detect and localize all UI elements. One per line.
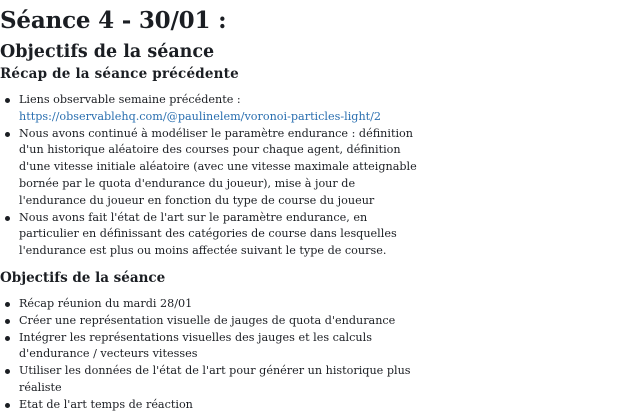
list-item (0, 330, 430, 364)
objectives-subheading: Objectifs de la séance (0, 270, 166, 286)
objective-item-text: Créer une représentation visuelle de jauges de quota d'endurance (19, 313, 396, 327)
objectives-heading: Objectifs de la séance (0, 42, 215, 62)
bullet-icon (5, 336, 10, 341)
list-item (0, 210, 420, 260)
bullet-icon (5, 302, 10, 307)
objective-item-text: Utiliser les données de l'état de l'art pour générer un historique plus réaliste (19, 364, 411, 394)
objectives-list (0, 296, 430, 414)
objective-item-text: Intégrer les représentations visuelles des jauges et les calculs d'endurance / vecteurs vitesses (19, 330, 372, 361)
observable-link[interactable]: https://observablehq.com/@paulinelem/voronoi-particles-light/2 (19, 109, 382, 123)
list-item (0, 313, 430, 330)
recap-list (0, 92, 420, 260)
list-item (0, 296, 430, 313)
bullet-icon (5, 403, 10, 408)
recap-item-text: Nous avons continué à modéliser le paramètre endurance : définition d'un historique aléatoire des courses pour chaque agent, définition d'une vitesse initiale aléatoire (avec une vitesse maximale atteignable bornée par le quota d'endurance du joueur), mise à jour de l'endurance du joueur en fonction du type de course du joueur (19, 126, 417, 207)
list-item (0, 397, 430, 414)
list-item (0, 126, 420, 210)
recap-item-text: Nous avons fait l'état de l'art sur le paramètre endurance, en particulier en définissant des catégories de course dans lesquelles l'endurance est plus ou moins affectée suivant le type de course. (19, 210, 397, 258)
bullet-icon (5, 319, 10, 324)
list-item (0, 92, 420, 126)
list-item (0, 363, 430, 397)
bullet-icon (5, 132, 10, 137)
objective-item-text: Récap réunion du mardi 28/01 (19, 297, 193, 310)
bullet-icon (5, 98, 10, 103)
recap-item-text: Liens observable semaine précédente : (19, 93, 241, 106)
page-title: Séance 4 - 30/01 : (0, 7, 227, 34)
recap-heading: Récap de la séance précédente (0, 66, 239, 82)
objective-item-text: Etat de l'art temps de réaction (19, 397, 193, 411)
bullet-icon (5, 216, 10, 221)
bullet-icon (5, 369, 10, 374)
